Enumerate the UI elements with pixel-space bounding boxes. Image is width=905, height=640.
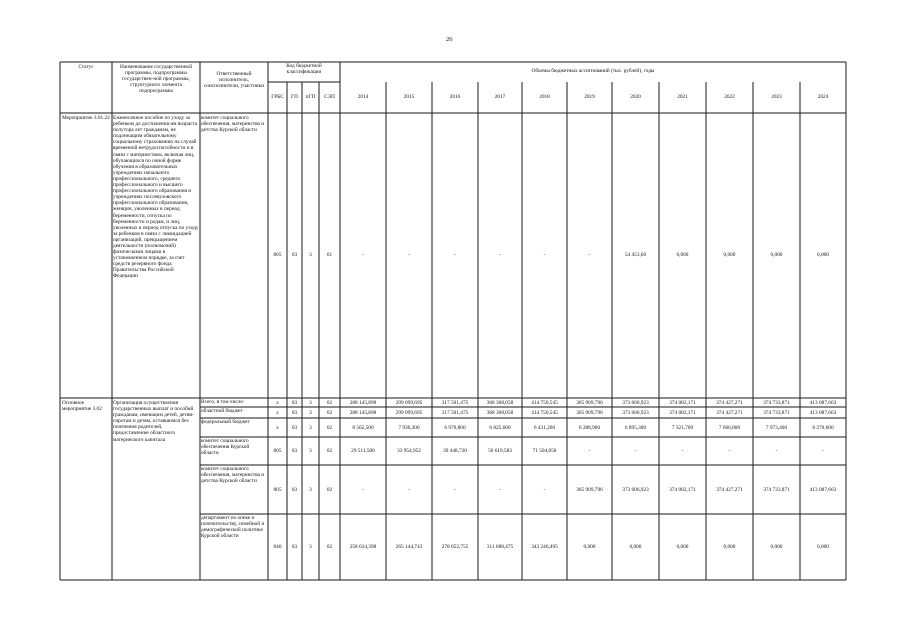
block2-row-value: 368 308,058	[486, 400, 514, 406]
block2-row-value: 6 970,800	[444, 425, 466, 431]
block2-row-value: -	[408, 487, 410, 493]
block2-row-value: 33 954,952	[397, 448, 421, 454]
block2-row-code: x	[276, 410, 279, 416]
page-number: 26	[446, 36, 453, 43]
block2-row-code: 840	[273, 544, 282, 550]
header-year: 2020	[630, 94, 641, 100]
block2-row-value: 7 973,400	[765, 425, 788, 431]
block2-status: Основное мероприятие 3.02	[62, 400, 102, 413]
block2-row-value: 6 288,900	[578, 425, 601, 431]
block2-row-value: 6 895,300	[624, 425, 647, 431]
block2-row-value: 258 634,398	[349, 544, 377, 550]
block2-row-value: 8 270,600	[812, 425, 834, 431]
header-year: 2016	[449, 94, 461, 100]
block2-row-executor: департамент по опеке и попечительству, семейной и демографической политике Курской области	[201, 515, 265, 540]
block2-row-value: 374 427,271	[716, 487, 743, 493]
block2-row-value: 0,000	[817, 544, 829, 550]
block2-row-value: 265 144,743	[395, 544, 423, 550]
block2-row-code: 03	[291, 425, 298, 431]
block2-row-value: 71 504,050	[532, 448, 557, 454]
block1-value: -	[408, 252, 410, 258]
block2-row-value: -	[775, 448, 778, 454]
header-code-col: СЭП	[324, 94, 335, 100]
block2-row-value: 413 087,663	[809, 410, 837, 416]
block2-row-value: 374 427,271	[716, 400, 743, 406]
block2-row-code: 02	[326, 544, 333, 550]
block2-row-value: 7 936,300	[398, 425, 420, 431]
header-year: 2018	[539, 94, 550, 100]
block2-row-code: 3	[309, 400, 312, 406]
block2-row-code: 02	[326, 448, 333, 454]
block2-row-executor: комитет социального обеспечения Курской области	[201, 438, 250, 457]
block2-row-code: 02	[326, 425, 333, 431]
block2-row-value: 374 082,171	[669, 410, 696, 416]
block2-row-code: 805	[273, 487, 282, 493]
block2-row-value: 374 733,871	[763, 487, 790, 493]
block2-row-code: 3	[309, 425, 312, 431]
header-year: 2014	[357, 94, 369, 100]
block1-value: 54 453,60	[624, 252, 647, 258]
header-year: 2015	[403, 94, 415, 100]
block2-row-value: 8 562,500	[352, 425, 374, 431]
block2-row-code: 3	[309, 544, 312, 550]
block1-value: -	[588, 252, 591, 258]
block2-row-code: x	[276, 400, 279, 406]
header-name: Наименование государственной программы, подпрограммы государствен-ной программы, структурного элемента подпрограммы	[119, 64, 193, 95]
block2-row-value: 365 909,796	[576, 487, 603, 493]
block2-row-value: 374 733,871	[763, 410, 790, 416]
header-year: 2017	[494, 94, 506, 100]
block2-row-value: -	[499, 487, 501, 493]
block2-row-value: -	[454, 487, 456, 493]
block2-row-value: -	[543, 487, 546, 493]
block1-name: Ежемесячное пособие по уходу за ребенком до достижения им возраста полутора лет гражданам, не подлежащим обязательному социальному страхованию на случай временной нетрудоспособности и в связи с материнством, включая лиц, обучающихся по очной форме обучения в образовательных учреждениях начального профессионального, среднего профессионального и высшего профессионального образования и учреждениях послевузовского профессионального образования, женщин, уволенных в период беременности, отпуска по беременности и родам, и лиц, уволенных в период отпуска по уходу за ребенком в связи с ликвидацией организаций, прекращением деятельности (полномочий) физическими лицами в установленном порядке, за счет средств резервного фонда Правительства Российской Федерации	[113, 115, 199, 280]
block2-row-value: 0,000	[676, 544, 689, 550]
block2-row-value: 374 427,271	[716, 410, 743, 416]
header-status: Статус	[78, 64, 94, 70]
block2-row-value: 374 082,171	[669, 400, 696, 406]
header-code-col: пГП	[305, 94, 316, 100]
block2-row-code: 03	[291, 410, 298, 416]
block2-row-value: 39 448,720	[443, 448, 467, 454]
header-year: 2021	[677, 94, 688, 100]
block2-row-value: 317 501,475	[441, 410, 469, 416]
block2-row-value: -	[822, 448, 824, 454]
header-year: 2024	[817, 94, 829, 100]
block2-row-value: 56 619,583	[488, 448, 512, 454]
block1-executor: комитет социального обеспечения, материнства и детства Курской области	[201, 115, 265, 134]
block2-row-code: 02	[326, 410, 333, 416]
block2-row-executor: комитет социального обеспечения, материнства и детства Курской области	[201, 466, 265, 485]
block2-row-code: 3	[309, 487, 312, 493]
block2-row-value: 343 246,495	[531, 544, 558, 550]
header-executor: Ответственный исполнитель, соисполнители, участники	[203, 71, 265, 90]
block1-value: 0,000	[723, 252, 736, 258]
block2-row-executor: областной бюджет	[201, 408, 243, 414]
block2-row-code: 03	[291, 400, 298, 406]
block1-code: 01	[326, 252, 333, 258]
block2-row-value: 29 511,500	[351, 448, 375, 454]
block2-row-value: 278 052,755	[441, 544, 469, 550]
block1-value: 0,000	[817, 252, 829, 258]
header-amount: Объемы бюджетных ассигнований (тыс. рублей), годы	[531, 68, 655, 74]
block2-row-value: 413 087,663	[809, 487, 837, 493]
block2-row-value: -	[681, 448, 684, 454]
block1-code: 3	[309, 252, 312, 258]
block2-row-value: 374 082,171	[669, 487, 696, 493]
block2-row-value: -	[728, 448, 731, 454]
block2-row-code: 3	[309, 448, 312, 454]
block2-row-code: 3	[309, 410, 312, 416]
block2-row-value: 0,000	[723, 544, 736, 550]
block2-row-value: 373 606,923	[622, 410, 649, 416]
block1-value: -	[362, 252, 364, 258]
block2-row-value: 0,000	[629, 544, 642, 550]
block2-row-value: 299 099,695	[395, 410, 423, 416]
block2-row-value: 288 145,898	[349, 400, 377, 406]
header-code: Код бюджетной классификации	[286, 63, 322, 76]
block1-value: -	[454, 252, 456, 258]
block1-value: 0,000	[770, 252, 783, 258]
block2-row-value: 373 606,923	[622, 400, 649, 406]
block2-row-value: 299 099,695	[395, 400, 423, 406]
block2-row-value: 413 087,663	[809, 400, 837, 406]
block2-row-value: 0,000	[583, 544, 596, 550]
block2-row-value: 374 733,871	[763, 400, 790, 406]
header-year: 2023	[771, 94, 782, 100]
block2-row-code: 03	[291, 487, 298, 493]
block2-row-value: 6 825,600	[489, 425, 511, 431]
block1-code: 805	[273, 252, 282, 258]
block1-code: 03	[291, 252, 298, 258]
block2-row-code: x	[276, 425, 279, 431]
block1-status: Мероприятие 3.01.22	[62, 115, 110, 121]
block2-row-executor: федеральный бюджет	[201, 419, 250, 425]
block2-row-code: 02	[326, 487, 333, 493]
header-year: 2019	[584, 94, 595, 100]
block2-row-value: 7 321,700	[671, 425, 694, 431]
block1-value: -	[543, 252, 546, 258]
block2-row-value: 365 909,796	[576, 400, 603, 406]
block2-row-value: 311 688,475	[486, 544, 514, 550]
block2-row-code: 03	[291, 544, 298, 550]
block2-row-value: -	[362, 487, 364, 493]
block2-row-value: 0,000	[770, 544, 783, 550]
block2-row-value: -	[634, 448, 637, 454]
header-code-col: ГРБС	[271, 94, 284, 100]
block2-row-value: 414 750,545	[531, 410, 558, 416]
block2-row-value: -	[588, 448, 591, 454]
block2-row-value: 414 750,545	[531, 400, 558, 406]
header-code-col: ГП	[291, 94, 298, 100]
block2-name: Организация осуществления государственных выплат и пособий гражданам, имеющим детей, детям-сиротам и детям, оставшимся без попечения родителей, предоставление областного материнского капитала	[113, 400, 195, 443]
block2-row-executor: Всего, в том числе:	[201, 399, 245, 405]
block2-row-code: 805	[273, 448, 282, 454]
block2-row-value: 365 909,796	[576, 410, 603, 416]
block2-row-value: 7 666,800	[718, 425, 741, 431]
block2-row-value: 368 308,058	[486, 410, 514, 416]
block2-row-code: 02	[326, 400, 333, 406]
block2-row-value: 317 501,475	[441, 400, 469, 406]
block2-row-value: 373 606,923	[622, 487, 649, 493]
block2-row-value: 288 145,898	[349, 410, 377, 416]
block2-row-code: 03	[291, 448, 298, 454]
header-year: 2022	[724, 94, 735, 100]
block1-value: -	[499, 252, 501, 258]
block1-value: 0,000	[676, 252, 689, 258]
block2-row-value: 6 431,200	[533, 425, 556, 431]
